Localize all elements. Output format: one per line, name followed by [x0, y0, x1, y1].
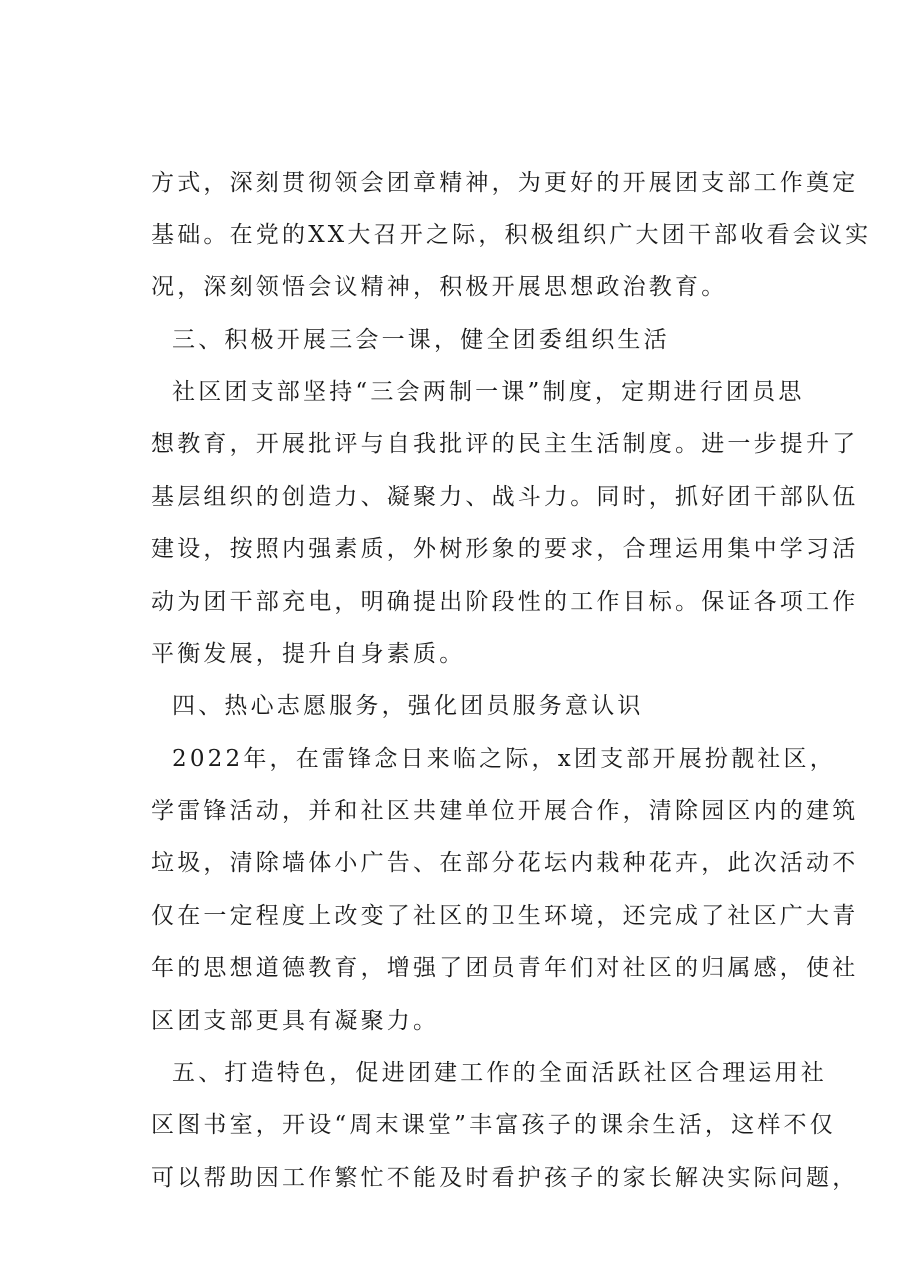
text-line: 想教育，开展批评与自我批评的民主生活制度。进一步提升了: [151, 431, 859, 457]
text-line: 基础。在党的XX大召开之际，积极组织广大团干部收看会议实: [151, 222, 872, 248]
text-line: 况，深刻领悟会议精神，积极开展思想政治教育。: [151, 274, 728, 300]
text-line: 年的思想道德教育，增强了团员青年们对社区的归属感，使社: [151, 955, 859, 981]
text-line: 可以帮助因工作繁忙不能及时看护孩子的家长解决实际问题，: [151, 1165, 859, 1191]
section-heading: 四、热心志愿服务，强化团员服务意认识: [172, 693, 644, 719]
text-line: 学雷锋活动，并和社区共建单位开展合作，清除园区内的建筑: [151, 798, 859, 824]
text-line: 区团支部更具有凝聚力。: [151, 1008, 440, 1034]
text-line: 垃圾，清除墙体小广告、在部分花坛内栽种花卉，此次活动不: [151, 850, 859, 876]
text-line: 动为团干部充电，明确提出阶段性的工作目标。保证各项工作: [151, 589, 859, 615]
section-heading: 三、积极开展三会一课，健全团委组织生活: [172, 327, 670, 353]
text-line: 社区团支部坚持“三会两制一课”制度，定期进行团员思: [172, 379, 805, 405]
text-line: 方式，深刻贯彻领会团章精神，为更好的开展团支部工作奠定: [151, 170, 859, 196]
text-line: 基层组织的创造力、凝聚力、战斗力。同时，抓好团干部队伍: [151, 484, 859, 510]
text-line: 区图书室，开设“周末课堂”丰富孩子的课余生活，这样不仅: [151, 1112, 836, 1138]
text-line: 建设，按照内强素质，外树形象的要求，合理运用集中学习活: [151, 536, 859, 562]
text-line: 平衡发展，提升自身素质。: [151, 641, 466, 667]
text-line: 2022年，在雷锋念日来临之际，x团支部开展扮靓社区，: [172, 746, 836, 772]
text-line: 仅在一定程度上改变了社区的卫生环境，还完成了社区广大青: [151, 903, 859, 929]
text-line: 五、打造特色，促进团建工作的全面活跃社区合理运用社: [172, 1060, 827, 1086]
